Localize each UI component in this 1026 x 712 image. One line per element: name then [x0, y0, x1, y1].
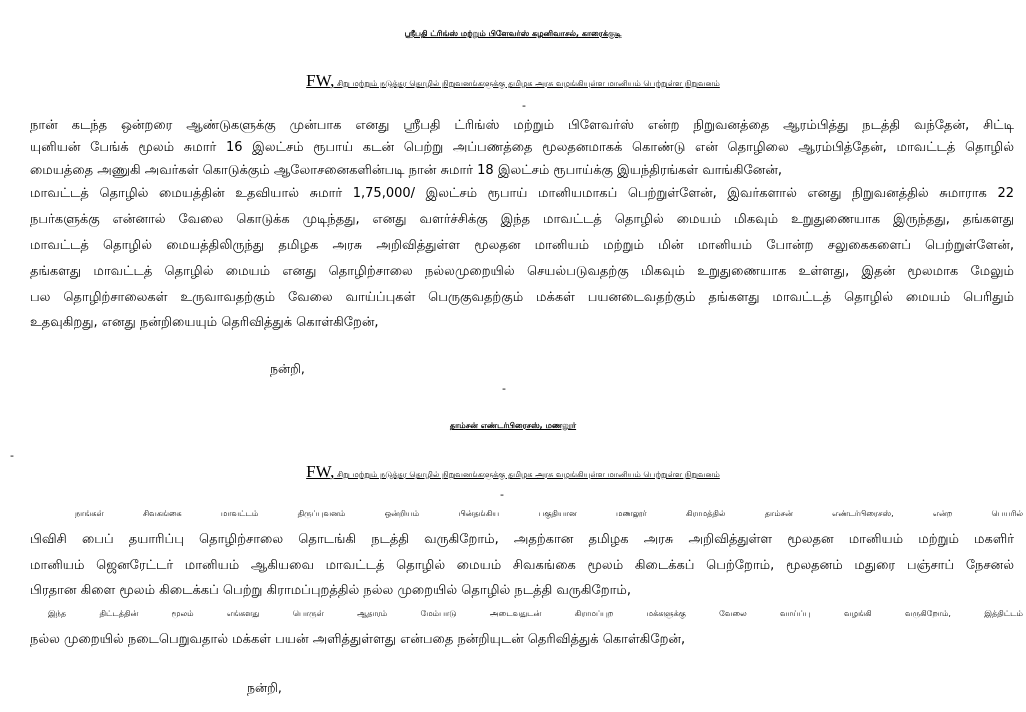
section2-title: தாம்சன் எண்டர்பிரைசஸ், மணலூர் — [449, 421, 577, 430]
section2-subtitle-prefix: FW, — [306, 462, 335, 481]
section2-line-2: பிவிசி பைப் தயாரிப்பு தொழிற்சாலை தொடங்கி நடத்தி வருகிறோம், அதற்கான தமிழக அரசு அறிவித்துள்ள மூலதன மானியம் மற்றும் மகளிர் — [30, 532, 1014, 547]
section1-line-5: நபர்களுக்கு என்னால் வேலை கொடுக்க முடிந்தது, எனது வளர்ச்சிக்கு இந்த மாவட்டத் தொழில் மையம் மிகவும் உறுதுணையாக இருந்தது, தங்களது — [30, 212, 1014, 227]
section1-line-6: மாவட்டத் தொழில் மையத்திலிருந்து தமிழக அரசு அறிவித்துள்ள மூலதன மானியம் மற்றும் மின் மானியம் போன்ற சலுகைகளைப் பெற்றுள்ளேன், — [30, 238, 1014, 253]
section1-dash-2: - — [502, 382, 506, 395]
section1-title: ஸ்ரீபதி ட்ரிங்ஸ் மற்றும் பிளேவர்ஸ் கழனிவாசல், காரைக்குடி — [404, 29, 622, 38]
section2-thanks: நன்றி, — [247, 680, 282, 695]
section2-dash: - — [500, 488, 504, 501]
section1-line-2: யுனியன் பேங்க் மூலம் சுமார் 16 இலட்சம் ரூபாய் கடன் பெற்று அப்பணத்தை மூலதனமாகக் கொண்டு என் தொழிலை ஆரம்பித்தேன், மாவட்டத் தொழில் — [30, 140, 1014, 155]
section1-subtitle-prefix: FW, — [306, 71, 335, 90]
section2-line-6: நல்ல முறையில் நடைபெறுவதால் மக்கள் பயன் அளித்துள்ளது என்பதை நன்றியுடன் தெரிவித்துக் கொள்கிறேன், — [30, 632, 686, 647]
section1-subtitle-text: சிறு மற்றும் நடுத்தர தொழில் நிறுவனங்களுக்கு தமிழக அரசு வழங்கியுள்ள மானியம் பெற்றுள்ள நிறுவனம் — [334, 79, 720, 88]
section1-line-1: நான் கடந்த ஒன்றரை ஆண்டுகளுக்கு முன்பாக எனது ஸ்ரீபதி ட்ரிங்ஸ் மற்றும் பிளேவர்ஸ் என்ற நிறுவனத்தை ஆரம்பித்து நடத்தி வந்தேன், சிட்டி — [30, 118, 1014, 133]
section1-subtitle — [0, 73, 1026, 92]
section1-line-7: தங்களது மாவட்டத் தொழில் மையம் எனது தொழிற்சாலை நல்லமுறையில் செயல்படுவதற்கு மிகவும் உறுதுணையாக உள்ளது, இதன் மூலமாக மேலும் — [30, 264, 1014, 279]
section2-subtitle-text: சிறு மற்றும் நடுத்தர தொழில் நிறுவனங்களுக்கு தமிழக அரசு வழங்கியுள்ள மானியம் பெற்றுள்ள நிறுவனம் — [334, 470, 720, 479]
section2-line-3: மானியம் ஜெனரேட்டர் மானியம் ஆகியவை மாவட்டத் தொழில் மையம் சிவகங்கை மூலம் கிடைக்கப் பெற்றோம், மூலதனம் மதுரை பஞ்சாப் நேசனல் — [30, 558, 1014, 573]
section2-subtitle — [0, 464, 1026, 483]
section2-line-4: பிரதான கிளை மூலம் கிடைக்கப் பெற்று கிராமப்புறத்தில் நல்ல முறையில் தொழில் நடத்தி வருகிறோம், — [30, 583, 631, 598]
section2-line-5: இந்த திட்டத்தின் மூலம் எங்களது பொருள் ஆதாரம் மேம்பாடு அடைவதுடன் கிராமப்புற மக்களுக்கு வேலை வாய்ப்பு வழங்கி வருகிறோம், இத்திட்டம் — [48, 609, 1023, 618]
section1-dash: - — [522, 99, 526, 112]
section1-thanks: நன்றி, — [270, 361, 305, 376]
section2-left-dash: - — [10, 449, 14, 462]
section1-line-4: மாவட்டத் தொழில் மையத்தின் உதவியால் சுமார் 1,75,000/ இலட்சம் ரூபாய் மானியமாகப் பெற்றுள்ளேன், இவர்களால் எனது நிறுவனத்தில் சுமாராக 22 — [30, 186, 1014, 201]
section1-line-8: பல தொழிற்சாலைகள் உருவாவதற்கும் வேலை வாய்ப்புகள் பெருகுவதற்கும் மக்கள் பயனடைவதற்கும் தங்களது மாவட்டத் தொழில் மையம் பெரிதும் — [30, 290, 1014, 305]
section2-line-1: நாங்கள் சிவகங்கை மாவட்டம் திருப்புவனம் ஒன்றியம் பின்தங்கிய பகுதியான மணலூர் கிராமத்தில் தாம்சன் எண்டர்பிரைசஸ், என்ற பெயரில் — [75, 509, 1023, 518]
section1-line-3: மையத்தை அணுகி அவர்கள் கொடுக்கும் ஆலோசனைகளின்படி நான் சுமார் 18 இலட்சம் ரூபாய்க்கு இயந்திரங்கள் வாங்கினேன், — [30, 163, 783, 178]
section1-line-9: உதவுகிறது, எனது நன்றியையும் தெரிவித்துக் கொள்கிறேன், — [30, 315, 379, 330]
